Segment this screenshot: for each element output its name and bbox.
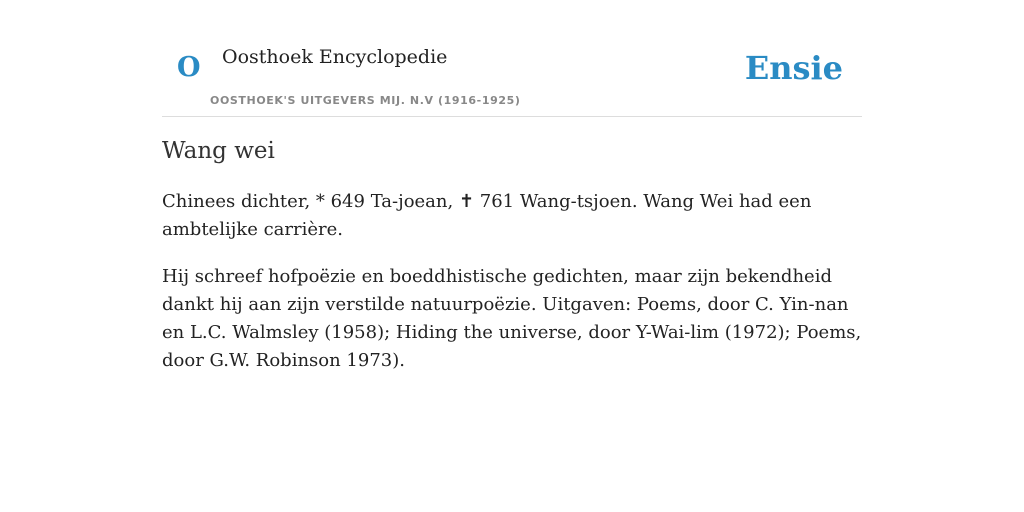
source-publisher: OOSTHOEK'S UITGEVERS MIJ. N.V (1916-1925) — [210, 94, 521, 107]
article-paragraph-1: Chinees dichter, * 649 Ta-joean, ✝ 761 Wang-tsjoen. Wang Wei had een ambtelijke carrière. — [162, 190, 812, 240]
source-title-link[interactable]: Oosthoek Encyclopedie — [222, 46, 448, 68]
article-title: Wang wei — [162, 138, 275, 164]
article-paragraph-2: Hij schreef hofpoëzie en boeddhistische gedichten, maar zijn bekendheid dankt hij aan zijn verstilde natuurpoëzie. Uitgaven: Poems, door C. Yin-nan en L.C. Walmsley (1958); Hiding the universe, door Y-Wai-lim (1972); Poems, door G.W. Robinson 1973). — [162, 265, 862, 371]
source-logo-icon[interactable]: O — [177, 52, 201, 83]
article — [162, 137, 862, 394]
source-header — [162, 30, 862, 117]
ensie-logo-link[interactable]: Ensie — [744, 49, 843, 87]
